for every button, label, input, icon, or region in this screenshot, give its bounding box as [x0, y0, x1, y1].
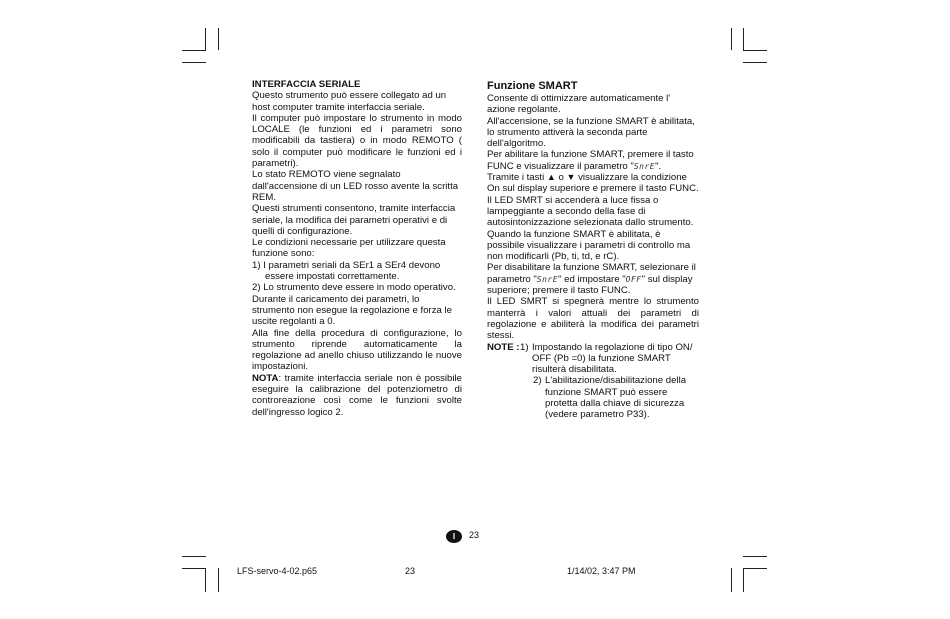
nota-text: : tramite interfaccia seriale non è possibile eseguire la calibrazione del potenziometro di controreazione così come le funzioni svolte dell'ingresso logico 2. — [252, 372, 462, 418]
left-paragraph-7: Alla fine della procedura di configurazione, lo strumento riprende automaticamente la regolazione ad anello chiuso utilizzando le nuove impostazioni. — [252, 327, 462, 373]
left-nota — [252, 373, 462, 418]
note-1-text: Impostando la regolazione di tipo ON/ OFF (Pb =0) la funzione SMART risulterà disabilitata. — [532, 341, 693, 376]
p7-text-c: " sul display superiore; premere il tasto FUNC. — [487, 273, 693, 297]
up-arrow-icon: ▲ — [546, 172, 556, 183]
nota-label: NOTA — [252, 372, 279, 384]
left-paragraph-1: Questo strumento può essere collegato ad un host computer tramite interfaccia seriale. — [252, 90, 447, 113]
right-paragraph-4 — [487, 172, 699, 195]
left-paragraph-3: Lo stato REMOTO viene segnalato dall'accensione di un LED rosso avente la scritta REM. — [252, 169, 459, 203]
footer-filename: LFS-servo-4-02.p65 — [237, 566, 318, 576]
p7-text-a: Per disabilitare la funzione SMART, selezionare il parametro " — [487, 262, 696, 285]
p4-text-a: Tramite i tasti — [487, 172, 545, 184]
language-badge: I — [446, 530, 462, 543]
notes-block — [487, 342, 699, 376]
left-paragraph-2: Il computer può impostare lo strumento in modo LOCALE (le funzioni ed i parametri sono modificabili da tastiera) o in modo REMOTO ( solo il computer può modificare le funzioni ed i parametri). — [252, 112, 462, 170]
right-paragraph-5: Il LED SMRT si accenderà a luce fissa o lampeggiante a secondo della fase di autosintonizzazione selezionata dallo strumento. — [487, 194, 694, 229]
off-display-code: OFF — [625, 274, 642, 284]
left-list-item-2: 2) Lo strumento deve essere in modo operativo. — [252, 282, 456, 294]
footer-date: 1/14/02, 3:47 PM — [567, 566, 636, 576]
p3-text-b: ". — [655, 160, 662, 172]
note-1-number: 1) — [520, 341, 529, 353]
note-label: NOTE : — [487, 341, 520, 353]
down-arrow-icon: ▼ — [566, 172, 576, 183]
note-item-2 — [487, 375, 699, 420]
right-paragraph-2: All'accensione, se la funzione SMART è abilitata, lo strumento attiverà la seconda parte dell'algoritmo. — [487, 115, 695, 150]
right-paragraph-1: Consente di ottimizzare automaticamente l' azione regolante. — [487, 93, 671, 116]
page-number: 23 — [469, 530, 480, 540]
serial-interface-heading: INTERFACCIA SERIALE — [252, 79, 361, 90]
smart-function-heading: Funzione SMART — [487, 80, 578, 92]
left-list-item-1: 1) I parametri seriali da SEr1 a SEr4 devono essere impostati correttamente. — [252, 259, 441, 283]
note-item-1 — [520, 342, 699, 376]
p7-text-b: " ed impostare " — [558, 273, 626, 285]
p4-text-o: o — [558, 172, 564, 184]
note-2-number: 2) — [533, 375, 542, 387]
right-paragraph-3 — [487, 149, 699, 172]
right-column — [487, 79, 699, 421]
snrt-display-code-2: SnrE — [536, 274, 559, 284]
left-paragraph-5: Le condizioni necessarie per utilizzare questa funzione sono: — [252, 237, 446, 260]
left-paragraph-6: Durante il caricamento dei parametri, lo strumento non esegue la regolazione e forza le uscite regolanti a 0. — [252, 293, 452, 328]
right-paragraph-6: Quando la funzione SMART è abilitata, è possibile visualizzare i parametri di controllo ma non modificarli (Pb, ti, td, e rC). — [487, 228, 691, 263]
snrt-display-code: SnrE — [633, 161, 656, 171]
right-paragraph-7 — [487, 262, 699, 296]
right-paragraph-8: Il LED SMRT si spegnerà mentre lo strumento manterrà i valori attuali dei parametri di regolazione e abiliterà la modifica dei parametri stessi. — [487, 296, 699, 342]
left-column — [252, 79, 462, 418]
left-paragraph-4: Questi strumenti consentono, tramite interfaccia seriale, la modifica dei parametri operativi e di quelli di configurazione. — [252, 203, 456, 237]
p4-text-b: visualizzare la condizione On sul display superiore e premere il tasto FUNC. — [487, 172, 699, 195]
note-2-text: L'abilitazione/disabilitazione della funzione SMART può essere protetta dalla chiave di sicurezza (vedere parametro P33). — [545, 375, 687, 421]
p3-text-a: Per abilitare la funzione SMART, premere il tasto FUNC e visualizzare il parametro " — [487, 149, 694, 172]
notes-list — [520, 342, 699, 376]
footer-page: 23 — [405, 566, 416, 576]
